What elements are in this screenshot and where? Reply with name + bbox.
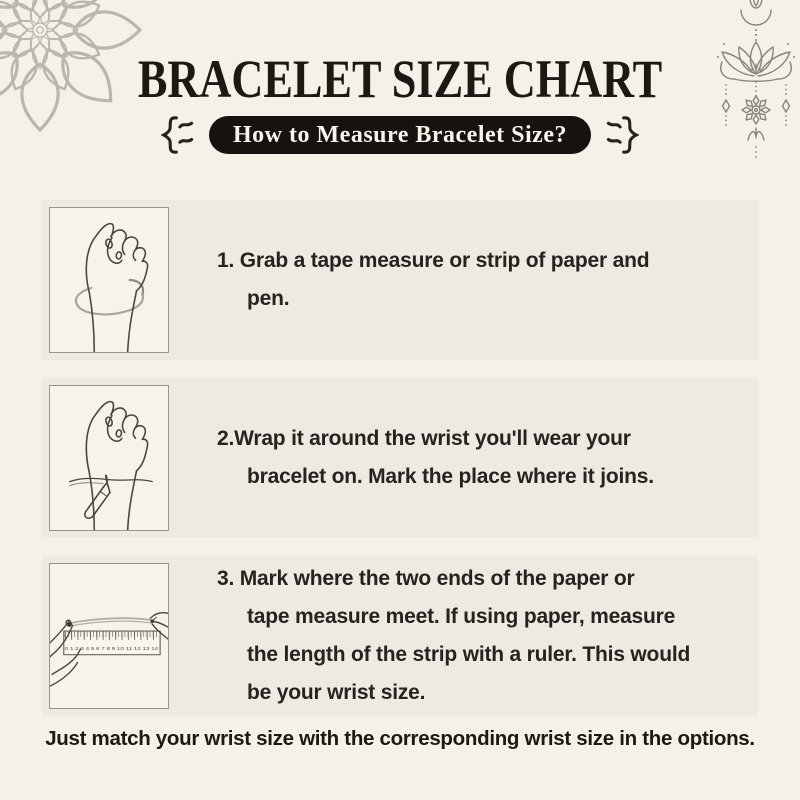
step-3-illustration	[49, 563, 169, 709]
badge-row	[0, 110, 800, 160]
step-2-illustration	[49, 385, 169, 531]
step-3-row	[42, 556, 758, 716]
page-title: BRACELET SIZE CHART	[137, 49, 663, 109]
step-2-row	[42, 378, 758, 538]
step-1-row	[42, 200, 758, 360]
step-3-line: tape measure meet. If using paper, measure	[247, 605, 676, 628]
flourish-left-icon	[161, 113, 197, 157]
step-2-line: bracelet on. Mark the place where it joins.	[247, 465, 654, 488]
footer-note: Just match your wrist size with the corresponding wrist size in the options.	[45, 727, 755, 750]
step-2-text	[217, 420, 654, 496]
svg-text:0 1 2 3 4 5 6 7 8 9 10 11 12 1: 0 1 2 3 4 5 6 7 8 9 10 11 12 13 14	[64, 647, 139, 653]
step-3-line: the length of the strip with a ruler. This would	[247, 643, 691, 666]
step-2-line: 2.Wrap it around the wrist you'll wear your	[217, 427, 631, 450]
step-3-text	[217, 560, 690, 712]
flourish-right-icon	[603, 113, 639, 157]
how-to-measure-badge: How to Measure Bracelet Size?	[209, 116, 591, 154]
step-3-line: be your wrist size.	[247, 681, 426, 704]
step-3-line: 3. Mark where the two ends of the paper or	[217, 567, 635, 590]
step-1-line: 1. Grab a tape measure or strip of paper and	[217, 249, 650, 272]
step-1-text	[217, 242, 649, 318]
step-1-line: pen.	[247, 287, 290, 310]
step-1-illustration	[49, 207, 169, 353]
